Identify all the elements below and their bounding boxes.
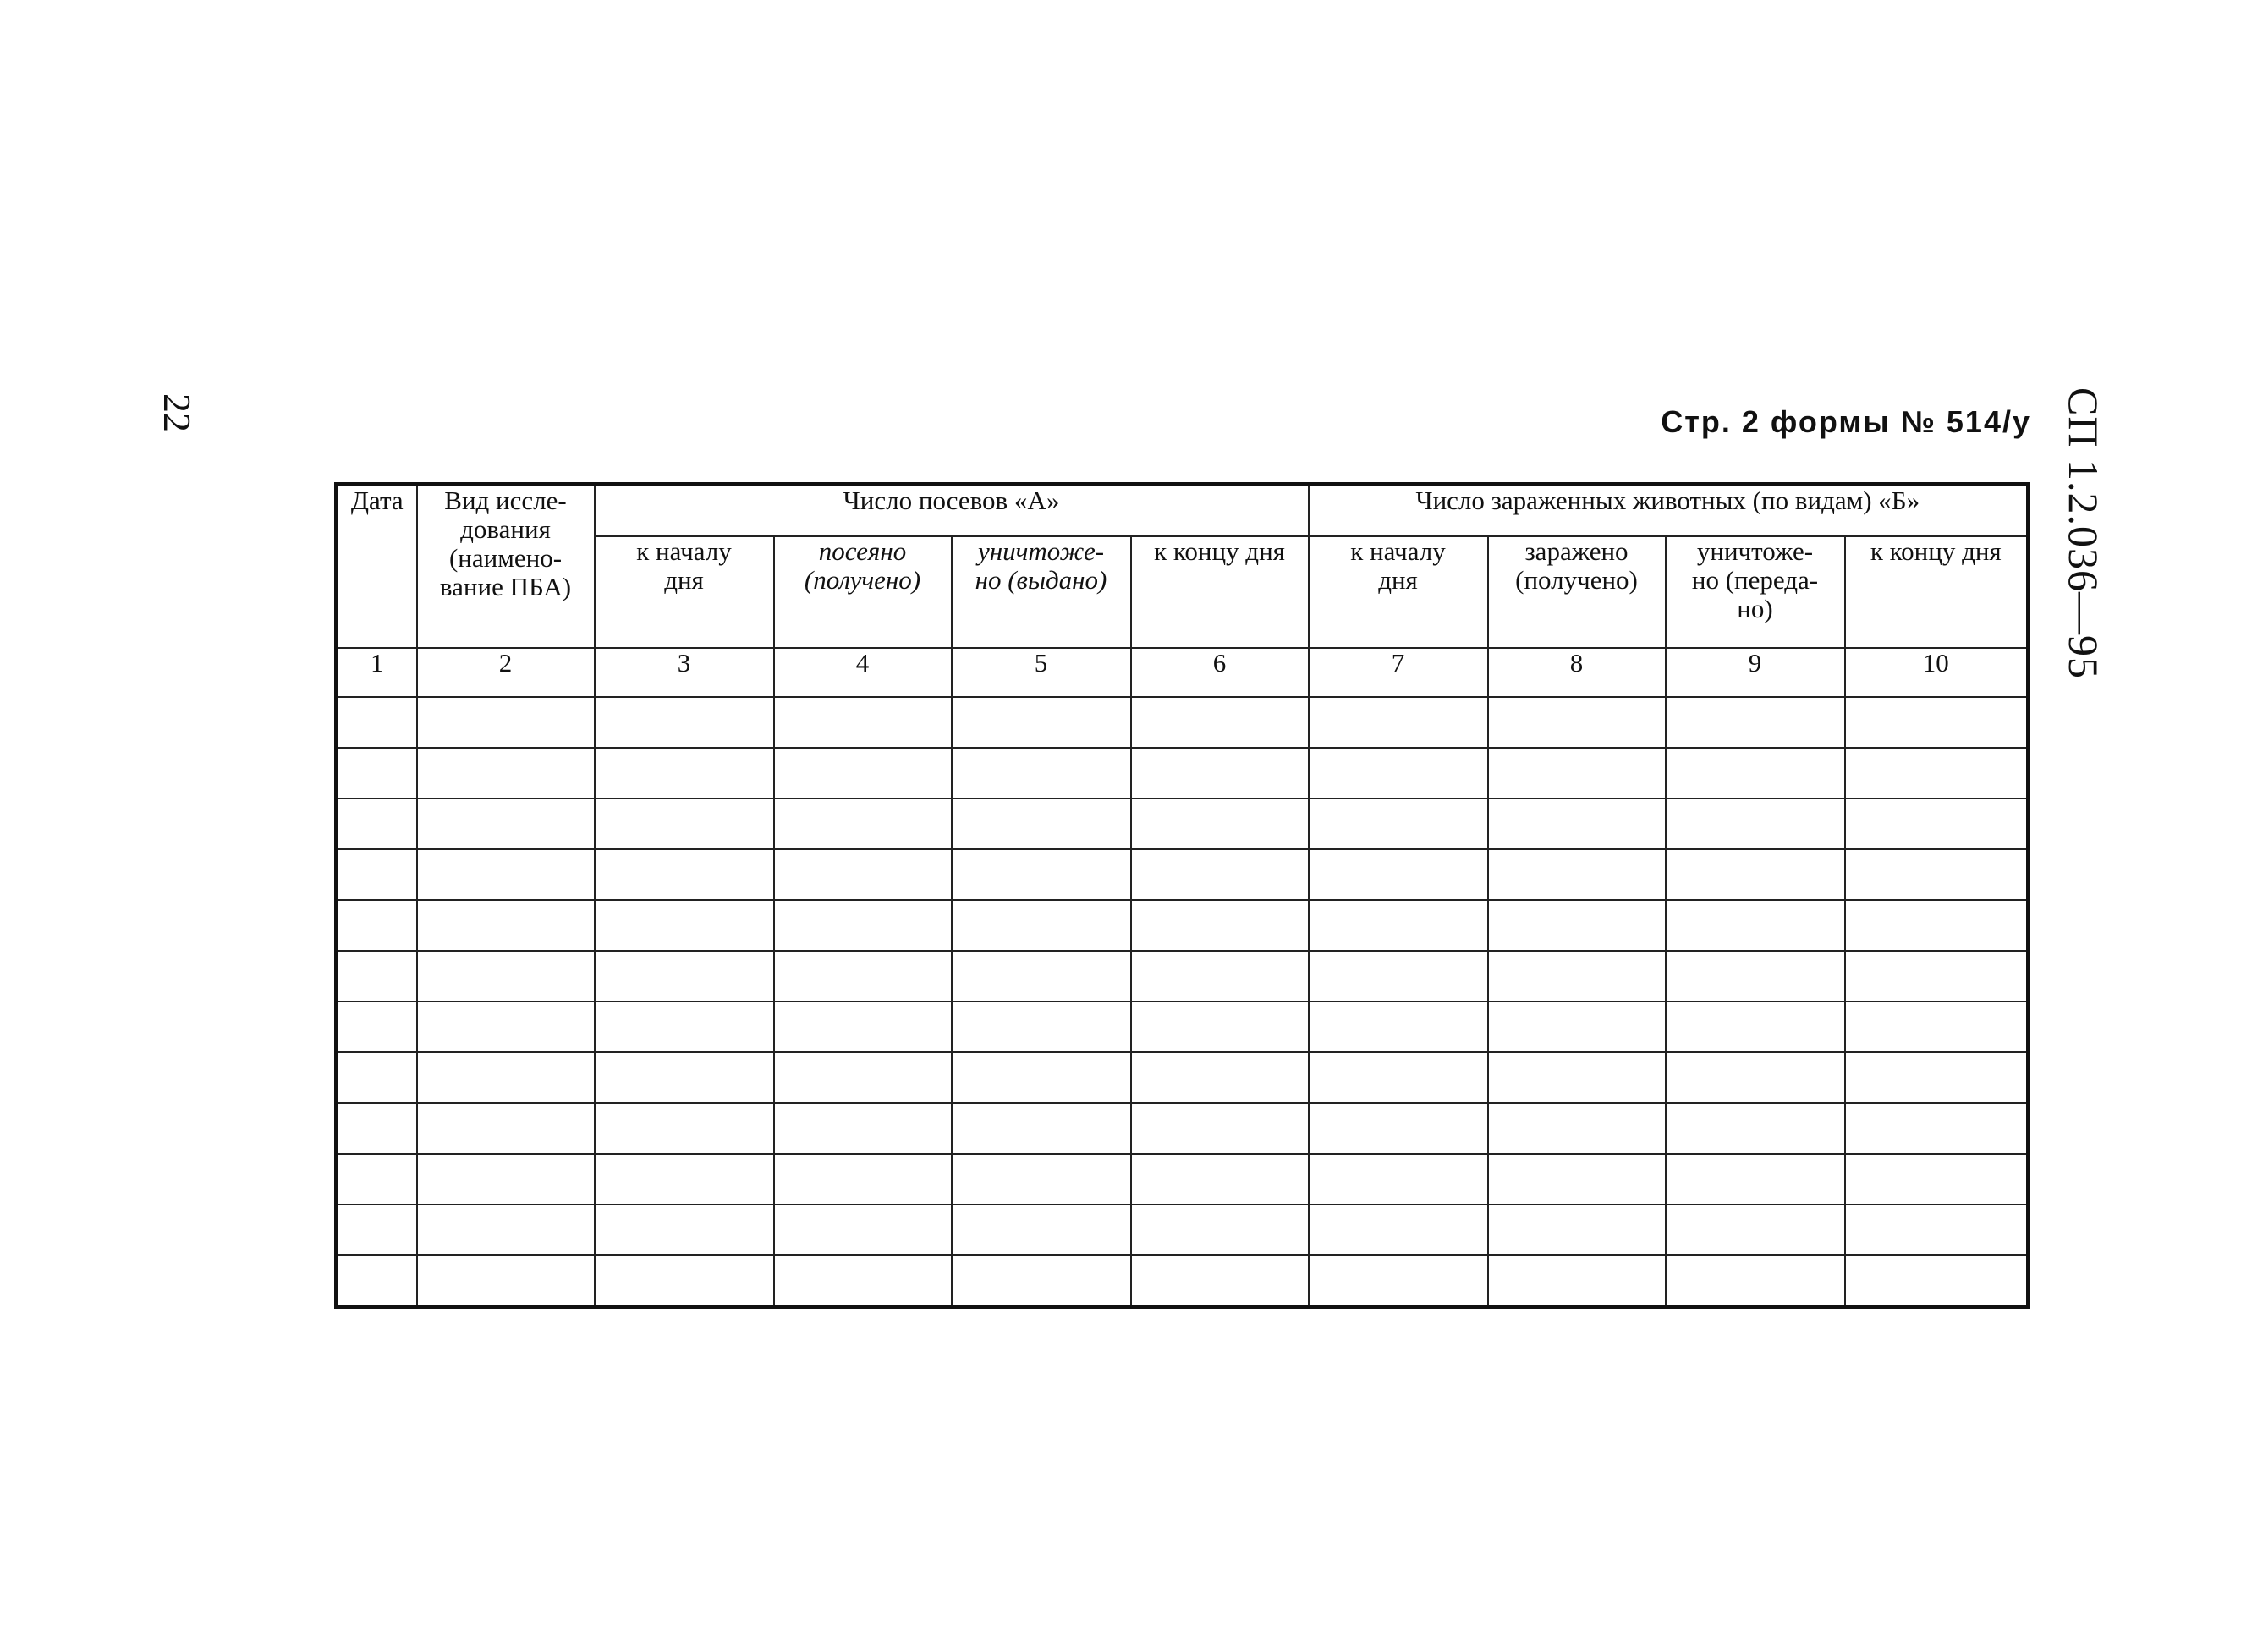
table-cell bbox=[337, 1205, 417, 1255]
table-cell bbox=[774, 900, 952, 951]
column-number: 9 bbox=[1666, 648, 1845, 697]
table-cell bbox=[1845, 1103, 2029, 1154]
table-cell bbox=[1131, 748, 1309, 799]
table-cell bbox=[1309, 1103, 1488, 1154]
table-cell bbox=[1845, 900, 2029, 951]
table-cell bbox=[952, 900, 1131, 951]
table-cell bbox=[417, 1205, 595, 1255]
header-date: Дата bbox=[337, 485, 417, 649]
table-cell bbox=[337, 900, 417, 951]
header-b-destroyed: уничтоже- но (переда- но) bbox=[1666, 536, 1845, 648]
table-cell bbox=[595, 1154, 774, 1205]
table-cell bbox=[1666, 799, 1845, 849]
table-cell bbox=[1488, 1002, 1666, 1052]
table-cell bbox=[774, 1002, 952, 1052]
column-number: 1 bbox=[337, 648, 417, 697]
table-cell bbox=[952, 799, 1131, 849]
table-cell bbox=[337, 1255, 417, 1308]
header-b-end: к концу дня bbox=[1845, 536, 2029, 648]
table-cell bbox=[595, 849, 774, 900]
table-cell bbox=[1845, 951, 2029, 1002]
table-cell bbox=[1309, 900, 1488, 951]
table-cell bbox=[1131, 799, 1309, 849]
table-cell bbox=[1309, 1052, 1488, 1103]
table-cell bbox=[1666, 1103, 1845, 1154]
header-group-b: Число зараженных животных (по видам) «Б» bbox=[1309, 485, 2029, 537]
table-cell bbox=[952, 1052, 1131, 1103]
table-cell bbox=[774, 697, 952, 748]
header-a-start: к началу дня bbox=[595, 536, 774, 648]
table-row bbox=[337, 748, 2029, 799]
table-cell bbox=[1131, 1002, 1309, 1052]
table-cell bbox=[417, 1255, 595, 1308]
table-cell bbox=[1309, 1255, 1488, 1308]
table-cell bbox=[595, 1103, 774, 1154]
table-cell bbox=[417, 748, 595, 799]
table-cell bbox=[1845, 1255, 2029, 1308]
table-row bbox=[337, 951, 2029, 1002]
table-row bbox=[337, 1103, 2029, 1154]
table-cell bbox=[1666, 748, 1845, 799]
table-cell bbox=[1666, 951, 1845, 1002]
table-cell bbox=[952, 1103, 1131, 1154]
table-cell bbox=[1131, 951, 1309, 1002]
table-cell bbox=[595, 900, 774, 951]
table-cell bbox=[1131, 900, 1309, 951]
table-cell bbox=[774, 748, 952, 799]
table-cell bbox=[595, 799, 774, 849]
table-row bbox=[337, 900, 2029, 951]
table-cell bbox=[1488, 900, 1666, 951]
table-cell bbox=[774, 1154, 952, 1205]
column-number: 10 bbox=[1845, 648, 2029, 697]
table-cell bbox=[1488, 1103, 1666, 1154]
table-cell bbox=[1845, 1154, 2029, 1205]
column-number: 8 bbox=[1488, 648, 1666, 697]
table-cell bbox=[417, 799, 595, 849]
table-cell bbox=[417, 900, 595, 951]
table-cell bbox=[1131, 697, 1309, 748]
table-cell bbox=[1488, 849, 1666, 900]
header-a-destroyed: уничтоже- но (выдано) bbox=[952, 536, 1131, 648]
table-cell bbox=[595, 1205, 774, 1255]
table-cell bbox=[952, 1255, 1131, 1308]
table-cell bbox=[417, 1052, 595, 1103]
table-cell bbox=[774, 1255, 952, 1308]
table-cell bbox=[337, 1103, 417, 1154]
table-cell bbox=[1845, 849, 2029, 900]
table-row bbox=[337, 1002, 2029, 1052]
table-cell bbox=[1488, 1255, 1666, 1308]
table-cell bbox=[1666, 1002, 1845, 1052]
header-b-infected: заражено (получено) bbox=[1488, 536, 1666, 648]
register-table bbox=[334, 482, 2030, 1309]
table-cell bbox=[1131, 849, 1309, 900]
table-row bbox=[337, 1205, 2029, 1255]
table-cell bbox=[337, 951, 417, 1002]
table-cell bbox=[337, 697, 417, 748]
table-row bbox=[337, 697, 2029, 748]
table-cell bbox=[1131, 1103, 1309, 1154]
column-number: 2 bbox=[417, 648, 595, 697]
table-cell bbox=[1488, 799, 1666, 849]
table-cell bbox=[337, 748, 417, 799]
table-row bbox=[337, 1154, 2029, 1205]
header-a-end: к концу дня bbox=[1131, 536, 1309, 648]
table-cell bbox=[417, 849, 595, 900]
table-cell bbox=[1666, 1154, 1845, 1205]
table-cell bbox=[1845, 1002, 2029, 1052]
table-cell bbox=[1309, 1002, 1488, 1052]
table-cell bbox=[1131, 1052, 1309, 1103]
table-cell bbox=[337, 1154, 417, 1205]
table-cell bbox=[337, 1052, 417, 1103]
table-cell bbox=[1488, 748, 1666, 799]
table-cell bbox=[1488, 951, 1666, 1002]
table-cell bbox=[1309, 1154, 1488, 1205]
table-cell bbox=[337, 849, 417, 900]
table-cell bbox=[952, 1002, 1131, 1052]
document-code: СП 1.2.036—95 bbox=[2060, 387, 2107, 679]
column-number: 6 bbox=[1131, 648, 1309, 697]
header-a-sown: посеяно (получено) bbox=[774, 536, 952, 648]
table-cell bbox=[417, 1154, 595, 1205]
table-cell bbox=[1309, 799, 1488, 849]
table-cell bbox=[1666, 849, 1845, 900]
table-cell bbox=[417, 1002, 595, 1052]
column-number: 4 bbox=[774, 648, 952, 697]
column-number: 5 bbox=[952, 648, 1131, 697]
table-cell bbox=[595, 1255, 774, 1308]
table-cell bbox=[774, 1103, 952, 1154]
table-cell bbox=[952, 1154, 1131, 1205]
table-cell bbox=[1845, 748, 2029, 799]
table-row bbox=[337, 1255, 2029, 1308]
header-b-start: к началу дня bbox=[1309, 536, 1488, 648]
table-row bbox=[337, 799, 2029, 849]
table-cell bbox=[1845, 697, 2029, 748]
table-cell bbox=[1309, 748, 1488, 799]
header-study-type: Вид иссле- дования (наимено- вание ПБА) bbox=[417, 485, 595, 649]
table-cell bbox=[417, 697, 595, 748]
table-cell bbox=[1666, 900, 1845, 951]
table-row bbox=[337, 849, 2029, 900]
table-cell bbox=[595, 748, 774, 799]
table-cell bbox=[1845, 1205, 2029, 1255]
header-group-a: Число посевов «А» bbox=[595, 485, 1309, 537]
column-number-row bbox=[337, 648, 2029, 697]
table-cell bbox=[952, 849, 1131, 900]
table-cell bbox=[1131, 1154, 1309, 1205]
table-cell bbox=[417, 1103, 595, 1154]
table-cell bbox=[1488, 1052, 1666, 1103]
table-cell bbox=[1488, 1205, 1666, 1255]
table-cell bbox=[595, 951, 774, 1002]
table-cell bbox=[952, 951, 1131, 1002]
table-cell bbox=[1666, 1255, 1845, 1308]
table-cell bbox=[774, 849, 952, 900]
table-cell bbox=[952, 1205, 1131, 1255]
table-cell bbox=[1309, 697, 1488, 748]
table-cell bbox=[952, 697, 1131, 748]
table-cell bbox=[595, 1002, 774, 1052]
table-body bbox=[337, 697, 2029, 1308]
header-group-row bbox=[337, 485, 2029, 537]
table-cell bbox=[595, 1052, 774, 1103]
page-number: 22 bbox=[156, 393, 199, 432]
column-number: 7 bbox=[1309, 648, 1488, 697]
table-cell bbox=[1488, 1154, 1666, 1205]
table-cell bbox=[417, 951, 595, 1002]
table-cell bbox=[1309, 1205, 1488, 1255]
table-cell bbox=[774, 951, 952, 1002]
table-cell bbox=[774, 1052, 952, 1103]
table-row bbox=[337, 1052, 2029, 1103]
table-cell bbox=[1666, 1205, 1845, 1255]
table-cell bbox=[774, 1205, 952, 1255]
table-cell bbox=[1845, 799, 2029, 849]
table-cell bbox=[1131, 1255, 1309, 1308]
table-cell bbox=[337, 1002, 417, 1052]
table-cell bbox=[952, 748, 1131, 799]
table-cell bbox=[595, 697, 774, 748]
column-number: 3 bbox=[595, 648, 774, 697]
table-cell bbox=[1845, 1052, 2029, 1103]
table-cell bbox=[1666, 1052, 1845, 1103]
form-caption: Стр. 2 формы № 514/у bbox=[1661, 404, 2031, 439]
table-cell bbox=[1309, 951, 1488, 1002]
table-cell bbox=[1666, 697, 1845, 748]
table-cell bbox=[1309, 849, 1488, 900]
table-cell bbox=[337, 799, 417, 849]
table-cell bbox=[774, 799, 952, 849]
table-cell bbox=[1488, 697, 1666, 748]
table-cell bbox=[1131, 1205, 1309, 1255]
